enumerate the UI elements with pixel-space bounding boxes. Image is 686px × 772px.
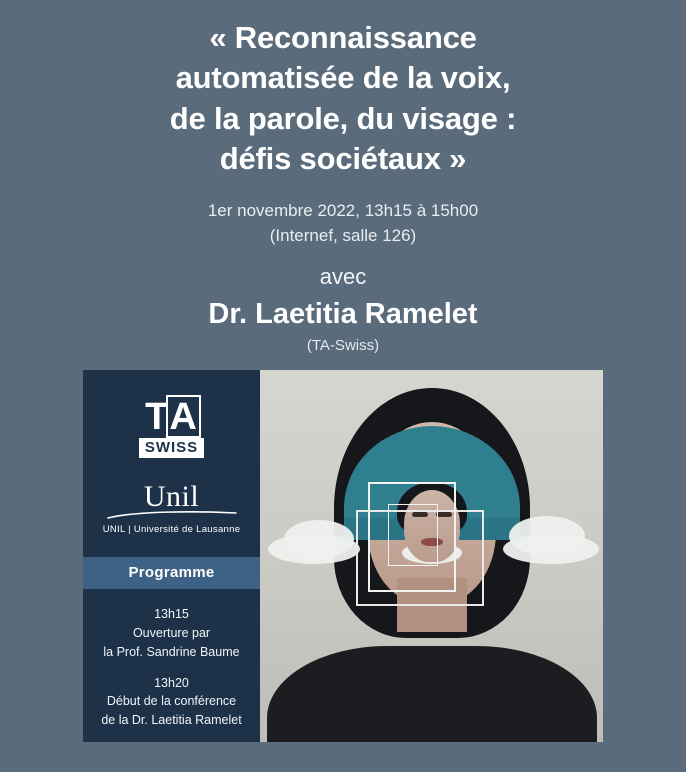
flyer-info-panel <box>83 370 260 742</box>
unil-subtitle: UNIL | Université de Lausanne <box>102 524 241 536</box>
title-line-2: automatisée de la voix, <box>175 60 511 96</box>
programme-header: Programme <box>83 557 260 589</box>
schedule-time: 13h20 <box>154 675 189 690</box>
schedule-item <box>83 605 260 661</box>
page-title <box>33 18 653 179</box>
portrait-shoulders <box>267 646 597 742</box>
event-date-time-line: 1er novembre 2022, 13h15 à 15h00 <box>207 201 479 221</box>
unil-wordmark: Unil <box>143 480 200 514</box>
flyer-image <box>83 370 603 742</box>
schedule-time: 13h15 <box>154 607 189 622</box>
event-datetime <box>208 199 478 248</box>
with-label: avec <box>319 264 367 290</box>
title-line-3: de la parole, du visage : <box>169 100 517 136</box>
title-line-4: défis sociétaux » <box>219 140 467 176</box>
title-line-1: « Reconnaissance <box>209 20 477 55</box>
schedule-item <box>83 674 260 730</box>
unil-logo <box>97 480 247 535</box>
programme-schedule <box>83 605 260 742</box>
poster-bottom-strip <box>0 758 686 772</box>
schedule-desc-line: Début de la conférence <box>106 694 237 709</box>
face-detection-box <box>388 504 438 566</box>
ta-logo-letter-t: T <box>145 396 170 439</box>
ta-logo-swiss-label: SWISS <box>139 438 204 458</box>
schedule-desc-line: Ouverture par <box>132 626 211 641</box>
ta-swiss-logo <box>126 398 218 458</box>
flyer-photo <box>260 370 603 742</box>
speaker-affiliation: (TA-Swiss) <box>306 337 380 355</box>
speaker-name: Dr. Laetitia Ramelet <box>208 298 478 331</box>
ta-logo-letters <box>145 396 198 439</box>
schedule-desc-line: la Prof. Sandrine Baume <box>103 644 240 659</box>
ta-logo-letter-a: A <box>169 396 198 439</box>
event-location-line: (Internef, salle 126) <box>269 225 417 245</box>
schedule-desc-line: de la Dr. Laetitia Ramelet <box>101 713 242 728</box>
